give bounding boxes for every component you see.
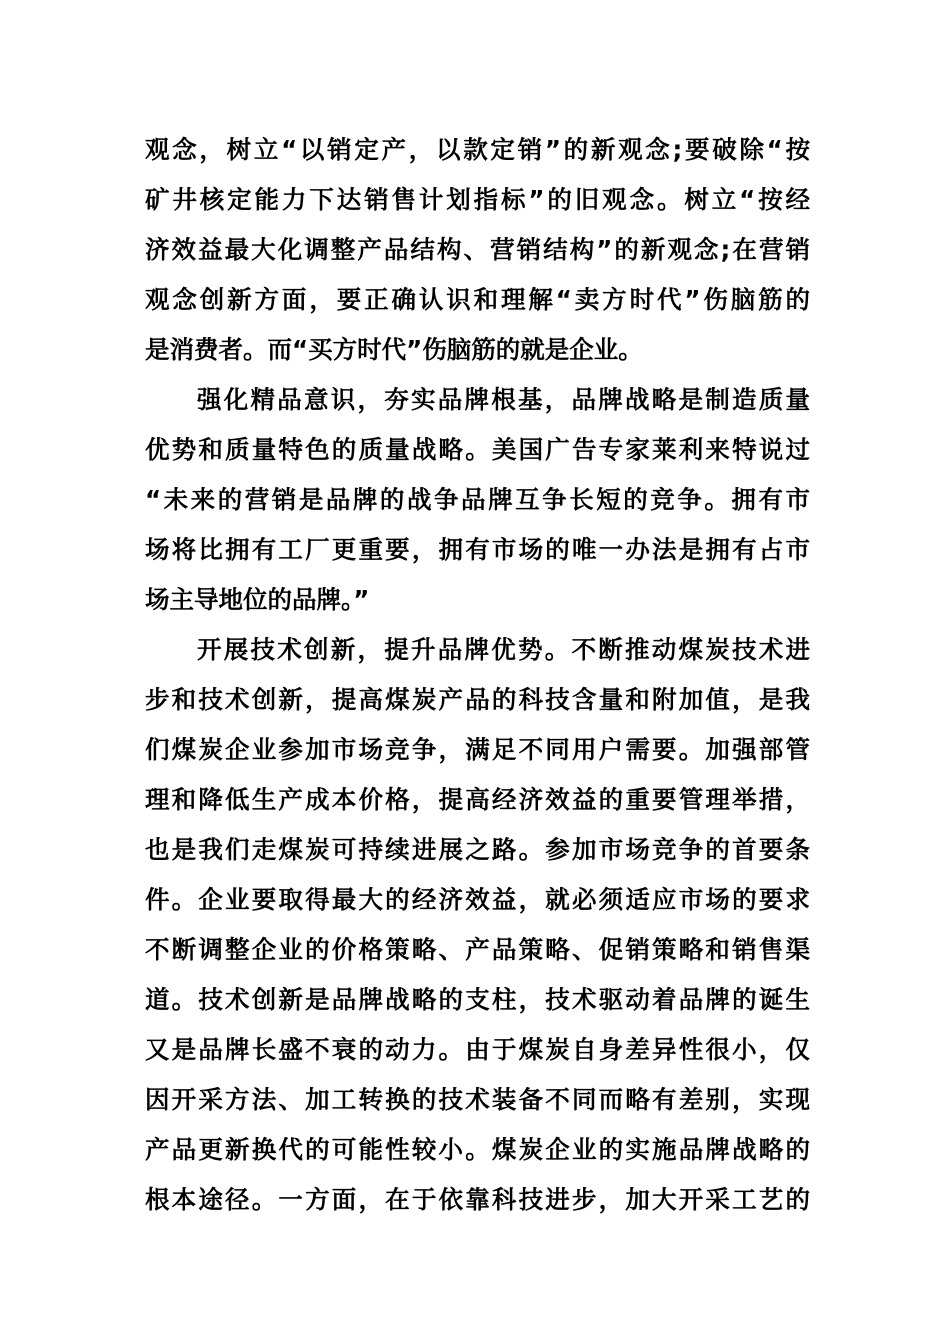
text-line: 们煤炭企业参加市场竞争，满足不同用户需要。加强部管 <box>145 735 810 764</box>
text-line: 场主导地位的品牌。” <box>145 585 370 614</box>
text-line: 步和技术创新，提高煤炭产品的科技含量和附加值，是我 <box>145 685 810 714</box>
text-line: 根本途径。一方面，在于依靠科技进步，加大开采工艺的 <box>145 1185 810 1214</box>
text-line: 理和降低生产成本价格，提高经济效益的重要管理举措， <box>145 785 810 814</box>
text-line: 件。企业要取得最大的经济效益，就必须适应市场的要求 <box>145 885 810 914</box>
text-line: 观念，树立“以销定产，以款定销”的新观念;要破除“按 <box>145 135 810 164</box>
text-line: 优势和质量特色的质量战略。美国广告专家莱利来特说过 <box>145 435 810 464</box>
text-line: 矿井核定能力下达销售计划指标”的旧观念。树立“按经 <box>145 185 810 214</box>
text-line: 道。技术创新是品牌战略的支柱，技术驱动着品牌的诞生 <box>145 985 810 1014</box>
paragraph-first-line: 开展技术创新，提升品牌优势。不断推动煤炭技术进 <box>197 635 810 664</box>
text-line: 是消费者。而“买方时代”伤脑筋的就是企业。 <box>145 335 643 364</box>
paragraph-first-line: 强化精品意识，夯实品牌根基，品牌战略是制造质量 <box>197 385 810 414</box>
text-line: 场将比拥有工厂更重要，拥有市场的唯一办法是拥有占市 <box>145 535 810 564</box>
text-line: “未来的营销是品牌的战争品牌互争长短的竞争。拥有市 <box>145 485 810 514</box>
text-line: 因开采方法、加工转换的技术装备不同而略有差别，实现 <box>145 1085 810 1114</box>
text-line: 也是我们走煤炭可持续进展之路。参加市场竞争的首要条 <box>145 835 810 864</box>
text-line: 不断调整企业的价格策略、产品策略、促销策略和销售渠 <box>145 935 810 964</box>
text-line: 又是品牌长盛不衰的动力。由于煤炭自身差异性很小，仅 <box>145 1035 810 1064</box>
text-line: 观念创新方面，要正确认识和理解“卖方时代”伤脑筋的 <box>145 285 810 314</box>
text-line: 产品更新换代的可能性较小。煤炭企业的实施品牌战略的 <box>145 1135 810 1164</box>
text-line: 济效益最大化调整产品结构、营销结构”的新观念;在营销 <box>145 235 810 264</box>
